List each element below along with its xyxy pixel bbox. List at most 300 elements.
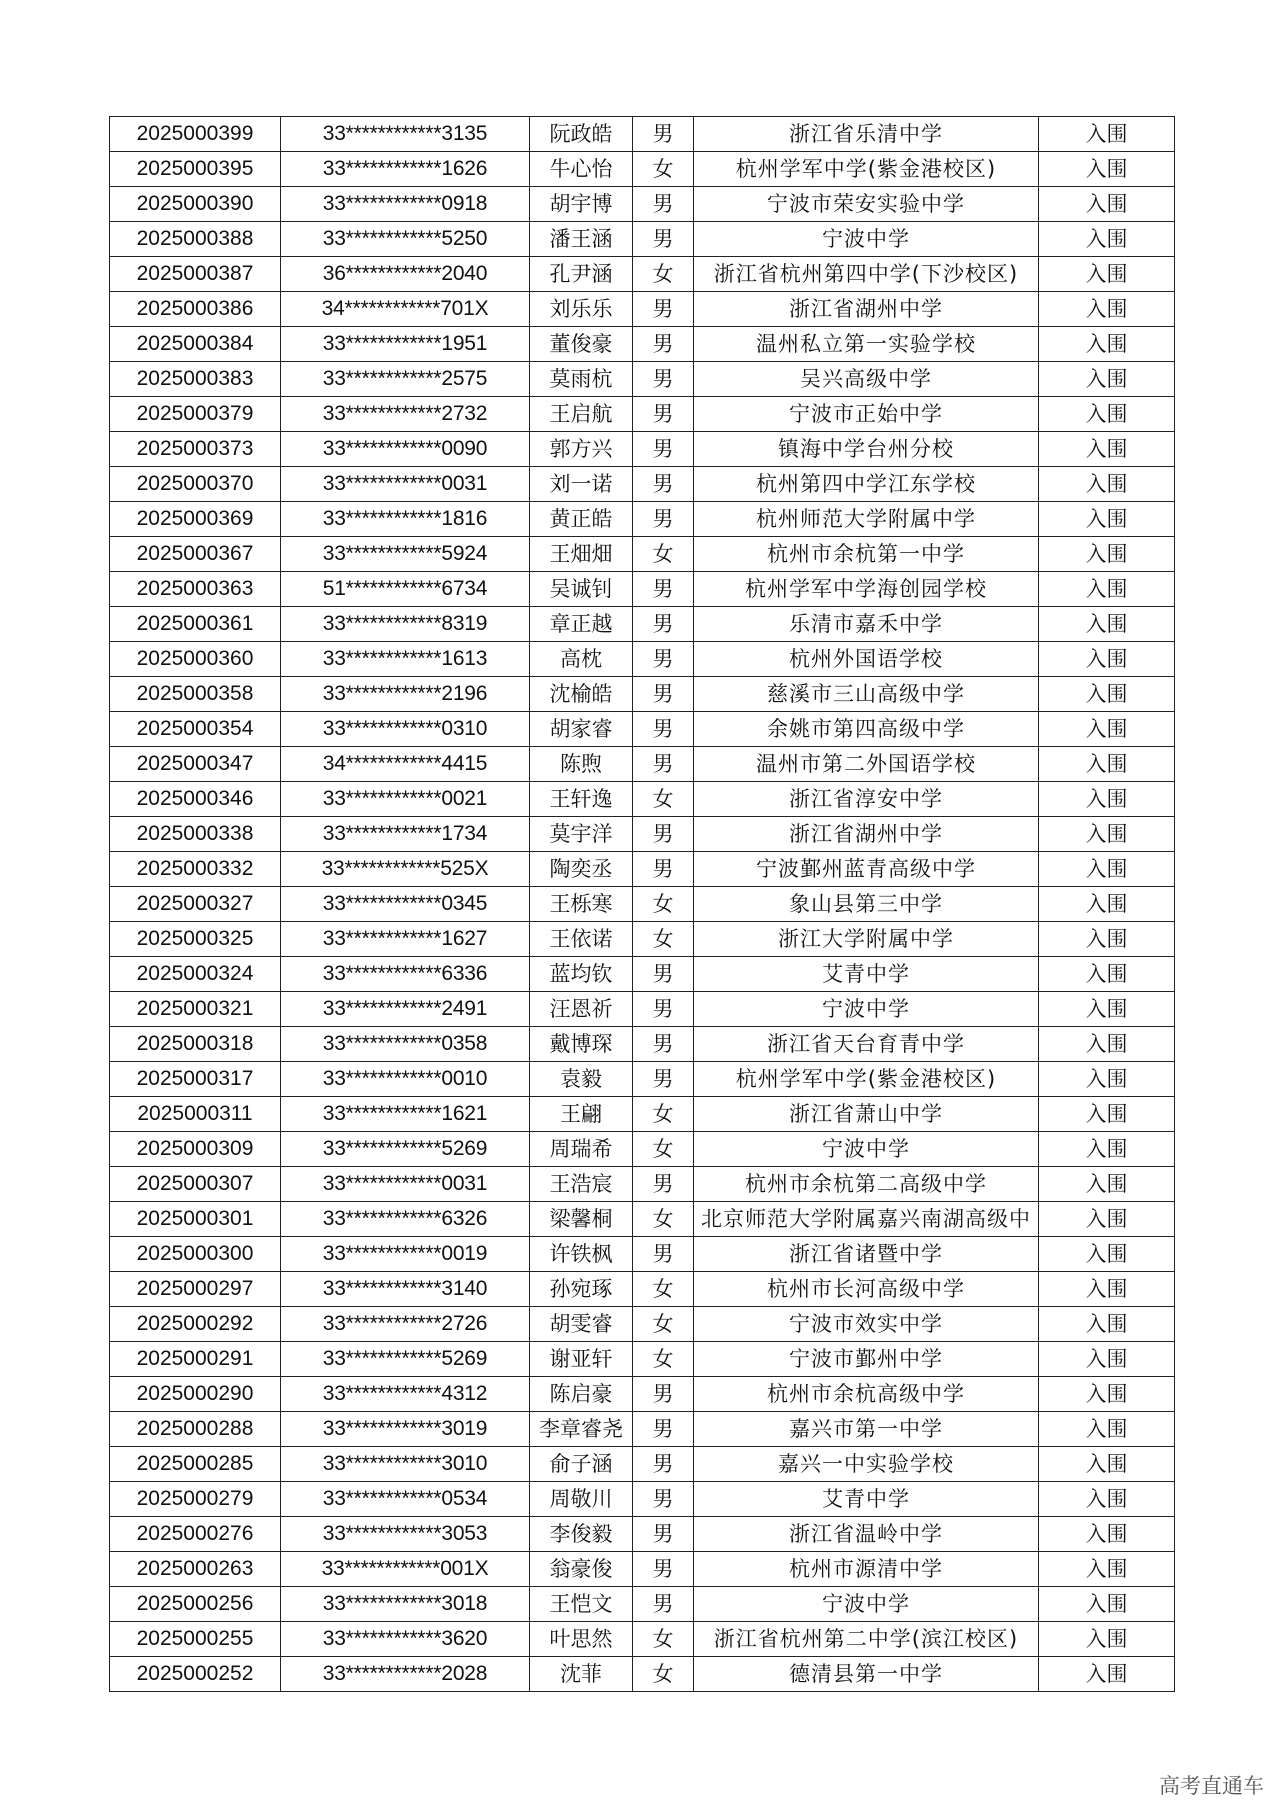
cell-gender: 女 — [633, 922, 694, 957]
cell-name: 吴诚钊 — [530, 572, 633, 607]
table-row — [110, 117, 1175, 152]
cell-school: 宁波市荣安实验中学 — [694, 187, 1039, 222]
cell-name: 胡家睿 — [530, 712, 633, 747]
cell-school: 温州市第二外国语学校 — [694, 747, 1039, 782]
cell-name: 莫宇洋 — [530, 817, 633, 852]
cell-school: 镇海中学台州分校 — [694, 432, 1039, 467]
cell-name: 周瑞希 — [530, 1132, 633, 1167]
table-row — [110, 1167, 1175, 1202]
table-row — [110, 642, 1175, 677]
cell-applicant-id: 2025000324 — [110, 957, 281, 992]
cell-result: 入围 — [1039, 1342, 1175, 1377]
cell-name: 袁毅 — [530, 1062, 633, 1097]
table-row — [110, 397, 1175, 432]
cell-gender: 女 — [633, 782, 694, 817]
cell-result: 入围 — [1039, 677, 1175, 712]
cell-school: 艾青中学 — [694, 1482, 1039, 1517]
cell-name: 王翩 — [530, 1097, 633, 1132]
cell-school: 浙江省天台育青中学 — [694, 1027, 1039, 1062]
cell-applicant-id: 2025000379 — [110, 397, 281, 432]
cell-applicant-id: 2025000386 — [110, 292, 281, 327]
table-row — [110, 152, 1175, 187]
cell-name: 沈榆皓 — [530, 677, 633, 712]
cell-result: 入围 — [1039, 1552, 1175, 1587]
cell-school: 余姚市第四高级中学 — [694, 712, 1039, 747]
cell-school: 杭州第四中学江东学校 — [694, 467, 1039, 502]
table-row — [110, 1272, 1175, 1307]
cell-name: 章正越 — [530, 607, 633, 642]
cell-school: 浙江省杭州第二中学(滨江校区) — [694, 1622, 1039, 1657]
table-row — [110, 1237, 1175, 1272]
cell-id-card: 33************3010 — [281, 1447, 530, 1482]
cell-id-card: 33************3620 — [281, 1622, 530, 1657]
cell-school: 杭州市长河高级中学 — [694, 1272, 1039, 1307]
cell-school: 宁波中学 — [694, 1132, 1039, 1167]
cell-result: 入围 — [1039, 747, 1175, 782]
table-row — [110, 222, 1175, 257]
cell-id-card: 33************6326 — [281, 1202, 530, 1237]
cell-result: 入围 — [1039, 1412, 1175, 1447]
cell-id-card: 33************2028 — [281, 1657, 530, 1692]
cell-result: 入围 — [1039, 257, 1175, 292]
cell-name: 孙宛琢 — [530, 1272, 633, 1307]
cell-name: 王启航 — [530, 397, 633, 432]
cell-name: 俞子涵 — [530, 1447, 633, 1482]
cell-gender: 男 — [633, 1167, 694, 1202]
cell-gender: 男 — [633, 117, 694, 152]
cell-applicant-id: 2025000252 — [110, 1657, 281, 1692]
cell-id-card: 33************5924 — [281, 537, 530, 572]
cell-name: 潘王涵 — [530, 222, 633, 257]
cell-id-card: 33************0031 — [281, 1167, 530, 1202]
table-row — [110, 1657, 1175, 1692]
cell-id-card: 33************3140 — [281, 1272, 530, 1307]
cell-name: 胡雯睿 — [530, 1307, 633, 1342]
table-row — [110, 502, 1175, 537]
cell-school: 嘉兴市第一中学 — [694, 1412, 1039, 1447]
cell-name: 陈启豪 — [530, 1377, 633, 1412]
cell-result: 入围 — [1039, 397, 1175, 432]
cell-name: 王浩宸 — [530, 1167, 633, 1202]
cell-name: 陶奕丞 — [530, 852, 633, 887]
cell-school: 浙江省萧山中学 — [694, 1097, 1039, 1132]
table-row — [110, 922, 1175, 957]
cell-result: 入围 — [1039, 1622, 1175, 1657]
cell-school: 慈溪市三山高级中学 — [694, 677, 1039, 712]
cell-name: 刘一诺 — [530, 467, 633, 502]
cell-gender: 女 — [633, 1307, 694, 1342]
cell-name: 戴博琛 — [530, 1027, 633, 1062]
table-row — [110, 1202, 1175, 1237]
cell-id-card: 33************1626 — [281, 152, 530, 187]
cell-applicant-id: 2025000363 — [110, 572, 281, 607]
cell-school: 北京师范大学附属嘉兴南湖高级中 — [694, 1202, 1039, 1237]
cell-school: 宁波中学 — [694, 222, 1039, 257]
cell-gender: 男 — [633, 187, 694, 222]
cell-id-card: 33************0310 — [281, 712, 530, 747]
cell-id-card: 33************5269 — [281, 1132, 530, 1167]
cell-id-card: 33************2575 — [281, 362, 530, 397]
table-row — [110, 992, 1175, 1027]
cell-name: 梁馨桐 — [530, 1202, 633, 1237]
cell-id-card: 33************5269 — [281, 1342, 530, 1377]
cell-gender: 女 — [633, 1622, 694, 1657]
cell-id-card: 33************001X — [281, 1552, 530, 1587]
cell-name: 沈菲 — [530, 1657, 633, 1692]
cell-name: 叶思然 — [530, 1622, 633, 1657]
table-row — [110, 607, 1175, 642]
cell-applicant-id: 2025000354 — [110, 712, 281, 747]
cell-id-card: 33************6336 — [281, 957, 530, 992]
cell-applicant-id: 2025000255 — [110, 1622, 281, 1657]
cell-name: 汪恩祈 — [530, 992, 633, 1027]
cell-gender: 男 — [633, 1377, 694, 1412]
cell-applicant-id: 2025000395 — [110, 152, 281, 187]
cell-applicant-id: 2025000370 — [110, 467, 281, 502]
cell-school: 杭州市余杭第二高级中学 — [694, 1167, 1039, 1202]
cell-school: 浙江大学附属中学 — [694, 922, 1039, 957]
cell-gender: 男 — [633, 607, 694, 642]
cell-name: 王恺文 — [530, 1587, 633, 1622]
cell-school: 杭州市余杭高级中学 — [694, 1377, 1039, 1412]
cell-school: 宁波市效实中学 — [694, 1307, 1039, 1342]
cell-school: 德清县第一中学 — [694, 1657, 1039, 1692]
cell-name: 牛心怡 — [530, 152, 633, 187]
table-row — [110, 1062, 1175, 1097]
cell-applicant-id: 2025000399 — [110, 117, 281, 152]
cell-result: 入围 — [1039, 887, 1175, 922]
cell-gender: 男 — [633, 747, 694, 782]
cell-result: 入围 — [1039, 817, 1175, 852]
table-row — [110, 782, 1175, 817]
cell-applicant-id: 2025000276 — [110, 1517, 281, 1552]
cell-gender: 男 — [633, 642, 694, 677]
cell-school: 乐清市嘉禾中学 — [694, 607, 1039, 642]
table-row — [110, 292, 1175, 327]
table-row — [110, 327, 1175, 362]
cell-result: 入围 — [1039, 467, 1175, 502]
cell-name: 许铁枫 — [530, 1237, 633, 1272]
cell-result: 入围 — [1039, 1587, 1175, 1622]
cell-gender: 男 — [633, 1027, 694, 1062]
table-row — [110, 1412, 1175, 1447]
cell-id-card: 33************1613 — [281, 642, 530, 677]
cell-applicant-id: 2025000387 — [110, 257, 281, 292]
cell-name: 蓝均钦 — [530, 957, 633, 992]
cell-school: 宁波市正始中学 — [694, 397, 1039, 432]
cell-gender: 男 — [633, 327, 694, 362]
cell-result: 入围 — [1039, 117, 1175, 152]
cell-applicant-id: 2025000309 — [110, 1132, 281, 1167]
cell-applicant-id: 2025000290 — [110, 1377, 281, 1412]
cell-name: 高枕 — [530, 642, 633, 677]
cell-name: 谢亚轩 — [530, 1342, 633, 1377]
cell-gender: 女 — [633, 1342, 694, 1377]
cell-school: 浙江省乐清中学 — [694, 117, 1039, 152]
table-row — [110, 572, 1175, 607]
cell-id-card: 33************525X — [281, 852, 530, 887]
cell-gender: 男 — [633, 817, 694, 852]
cell-result: 入围 — [1039, 327, 1175, 362]
cell-gender: 女 — [633, 887, 694, 922]
cell-applicant-id: 2025000256 — [110, 1587, 281, 1622]
cell-result: 入围 — [1039, 432, 1175, 467]
cell-id-card: 33************1627 — [281, 922, 530, 957]
table-row — [110, 1447, 1175, 1482]
table-row — [110, 1307, 1175, 1342]
cell-name: 周敬川 — [530, 1482, 633, 1517]
cell-id-card: 33************5250 — [281, 222, 530, 257]
table-row — [110, 1097, 1175, 1132]
cell-school: 浙江省杭州第四中学(下沙校区) — [694, 257, 1039, 292]
cell-applicant-id: 2025000373 — [110, 432, 281, 467]
cell-name: 阮政皓 — [530, 117, 633, 152]
cell-gender: 女 — [633, 1657, 694, 1692]
cell-id-card: 33************0021 — [281, 782, 530, 817]
cell-applicant-id: 2025000369 — [110, 502, 281, 537]
cell-gender: 女 — [633, 1132, 694, 1167]
cell-gender: 男 — [633, 712, 694, 747]
cell-applicant-id: 2025000367 — [110, 537, 281, 572]
cell-id-card: 33************2732 — [281, 397, 530, 432]
cell-gender: 男 — [633, 1552, 694, 1587]
table-row — [110, 712, 1175, 747]
cell-gender: 男 — [633, 222, 694, 257]
cell-result: 入围 — [1039, 362, 1175, 397]
cell-result: 入围 — [1039, 992, 1175, 1027]
cell-id-card: 33************3019 — [281, 1412, 530, 1447]
cell-gender: 女 — [633, 1202, 694, 1237]
cell-name: 孔尹涵 — [530, 257, 633, 292]
cell-applicant-id: 2025000390 — [110, 187, 281, 222]
cell-applicant-id: 2025000285 — [110, 1447, 281, 1482]
cell-applicant-id: 2025000307 — [110, 1167, 281, 1202]
table-row — [110, 1622, 1175, 1657]
cell-school: 浙江省诸暨中学 — [694, 1237, 1039, 1272]
cell-gender: 男 — [633, 292, 694, 327]
cell-applicant-id: 2025000327 — [110, 887, 281, 922]
cell-applicant-id: 2025000279 — [110, 1482, 281, 1517]
cell-gender: 男 — [633, 467, 694, 502]
cell-gender: 男 — [633, 397, 694, 432]
cell-school: 象山县第三中学 — [694, 887, 1039, 922]
cell-id-card: 33************2491 — [281, 992, 530, 1027]
cell-gender: 男 — [633, 1517, 694, 1552]
cell-result: 入围 — [1039, 1062, 1175, 1097]
cell-applicant-id: 2025000318 — [110, 1027, 281, 1062]
cell-applicant-id: 2025000361 — [110, 607, 281, 642]
cell-applicant-id: 2025000263 — [110, 1552, 281, 1587]
cell-gender: 男 — [633, 1587, 694, 1622]
cell-applicant-id: 2025000291 — [110, 1342, 281, 1377]
cell-id-card: 33************0358 — [281, 1027, 530, 1062]
cell-gender: 男 — [633, 1412, 694, 1447]
cell-name: 王依诺 — [530, 922, 633, 957]
cell-result: 入围 — [1039, 1167, 1175, 1202]
cell-result: 入围 — [1039, 222, 1175, 257]
table-row — [110, 537, 1175, 572]
cell-name: 李俊毅 — [530, 1517, 633, 1552]
cell-name: 陈煦 — [530, 747, 633, 782]
cell-id-card: 33************2196 — [281, 677, 530, 712]
cell-applicant-id: 2025000360 — [110, 642, 281, 677]
table-row — [110, 362, 1175, 397]
table-row — [110, 1342, 1175, 1377]
cell-result: 入围 — [1039, 852, 1175, 887]
cell-result: 入围 — [1039, 922, 1175, 957]
cell-gender: 女 — [633, 1097, 694, 1132]
cell-school: 浙江省湖州中学 — [694, 817, 1039, 852]
cell-gender: 男 — [633, 677, 694, 712]
cell-name: 董俊豪 — [530, 327, 633, 362]
cell-id-card: 33************0010 — [281, 1062, 530, 1097]
cell-school: 杭州外国语学校 — [694, 642, 1039, 677]
cell-result: 入围 — [1039, 607, 1175, 642]
cell-gender: 女 — [633, 152, 694, 187]
cell-name: 黄正皓 — [530, 502, 633, 537]
cell-gender: 男 — [633, 1062, 694, 1097]
cell-school: 浙江省温岭中学 — [694, 1517, 1039, 1552]
cell-result: 入围 — [1039, 1447, 1175, 1482]
cell-school: 宁波中学 — [694, 1587, 1039, 1622]
table-row — [110, 1027, 1175, 1062]
table-row — [110, 432, 1175, 467]
cell-result: 入围 — [1039, 712, 1175, 747]
cell-gender: 男 — [633, 1237, 694, 1272]
table-row — [110, 1552, 1175, 1587]
cell-result: 入围 — [1039, 292, 1175, 327]
cell-applicant-id: 2025000383 — [110, 362, 281, 397]
cell-school: 宁波鄞州蓝青高级中学 — [694, 852, 1039, 887]
cell-applicant-id: 2025000388 — [110, 222, 281, 257]
table-row — [110, 187, 1175, 222]
cell-result: 入围 — [1039, 1657, 1175, 1692]
cell-result: 入围 — [1039, 1202, 1175, 1237]
cell-applicant-id: 2025000332 — [110, 852, 281, 887]
cell-school: 杭州学军中学(紫金港校区) — [694, 1062, 1039, 1097]
cell-result: 入围 — [1039, 537, 1175, 572]
cell-id-card: 36************2040 — [281, 257, 530, 292]
cell-applicant-id: 2025000288 — [110, 1412, 281, 1447]
cell-school: 浙江省湖州中学 — [694, 292, 1039, 327]
cell-id-card: 51************6734 — [281, 572, 530, 607]
cell-id-card: 33************1734 — [281, 817, 530, 852]
cell-result: 入围 — [1039, 187, 1175, 222]
cell-name: 王轩逸 — [530, 782, 633, 817]
cell-result: 入围 — [1039, 1237, 1175, 1272]
cell-school: 杭州市余杭第一中学 — [694, 537, 1039, 572]
cell-gender: 男 — [633, 1482, 694, 1517]
roster-table-body — [110, 117, 1175, 1692]
cell-school: 杭州市源清中学 — [694, 1552, 1039, 1587]
cell-school: 杭州学军中学海创园学校 — [694, 572, 1039, 607]
cell-id-card: 33************0345 — [281, 887, 530, 922]
cell-gender: 男 — [633, 957, 694, 992]
cell-id-card: 33************1951 — [281, 327, 530, 362]
cell-id-card: 33************3135 — [281, 117, 530, 152]
cell-gender: 男 — [633, 432, 694, 467]
admission-roster-table — [109, 116, 1175, 1692]
cell-gender: 男 — [633, 992, 694, 1027]
table-row — [110, 957, 1175, 992]
roster-sheet — [109, 116, 1168, 1692]
cell-gender: 男 — [633, 362, 694, 397]
cell-id-card: 33************8319 — [281, 607, 530, 642]
cell-result: 入围 — [1039, 152, 1175, 187]
table-row — [110, 257, 1175, 292]
table-row — [110, 817, 1175, 852]
cell-applicant-id: 2025000358 — [110, 677, 281, 712]
cell-gender: 男 — [633, 572, 694, 607]
cell-id-card: 33************0019 — [281, 1237, 530, 1272]
cell-applicant-id: 2025000300 — [110, 1237, 281, 1272]
cell-name: 李章睿尧 — [530, 1412, 633, 1447]
table-row — [110, 887, 1175, 922]
cell-id-card: 34************4415 — [281, 747, 530, 782]
cell-applicant-id: 2025000346 — [110, 782, 281, 817]
cell-applicant-id: 2025000338 — [110, 817, 281, 852]
cell-gender: 女 — [633, 537, 694, 572]
cell-applicant-id: 2025000297 — [110, 1272, 281, 1307]
cell-result: 入围 — [1039, 1097, 1175, 1132]
cell-id-card: 33************1621 — [281, 1097, 530, 1132]
table-row — [110, 1587, 1175, 1622]
cell-result: 入围 — [1039, 1132, 1175, 1167]
cell-gender: 男 — [633, 852, 694, 887]
cell-result: 入围 — [1039, 1307, 1175, 1342]
cell-applicant-id: 2025000347 — [110, 747, 281, 782]
cell-applicant-id: 2025000311 — [110, 1097, 281, 1132]
cell-result: 入围 — [1039, 572, 1175, 607]
cell-applicant-id: 2025000317 — [110, 1062, 281, 1097]
cell-id-card: 33************3018 — [281, 1587, 530, 1622]
table-row — [110, 467, 1175, 502]
cell-result: 入围 — [1039, 502, 1175, 537]
cell-school: 吴兴高级中学 — [694, 362, 1039, 397]
cell-applicant-id: 2025000384 — [110, 327, 281, 362]
cell-result: 入围 — [1039, 957, 1175, 992]
cell-result: 入围 — [1039, 642, 1175, 677]
cell-result: 入围 — [1039, 782, 1175, 817]
cell-gender: 女 — [633, 1272, 694, 1307]
cell-school: 杭州师范大学附属中学 — [694, 502, 1039, 537]
cell-name: 胡宇博 — [530, 187, 633, 222]
table-row — [110, 1517, 1175, 1552]
cell-school: 嘉兴一中实验学校 — [694, 1447, 1039, 1482]
table-row — [110, 1377, 1175, 1412]
cell-school: 宁波市鄞州中学 — [694, 1342, 1039, 1377]
cell-applicant-id: 2025000292 — [110, 1307, 281, 1342]
cell-school: 温州私立第一实验学校 — [694, 327, 1039, 362]
cell-id-card: 33************4312 — [281, 1377, 530, 1412]
cell-school: 艾青中学 — [694, 957, 1039, 992]
cell-result: 入围 — [1039, 1272, 1175, 1307]
cell-id-card: 33************2726 — [281, 1307, 530, 1342]
cell-id-card: 33************0031 — [281, 467, 530, 502]
cell-result: 入围 — [1039, 1517, 1175, 1552]
cell-id-card: 33************0534 — [281, 1482, 530, 1517]
table-row — [110, 1482, 1175, 1517]
cell-gender: 男 — [633, 1447, 694, 1482]
table-row — [110, 852, 1175, 887]
cell-gender: 男 — [633, 502, 694, 537]
cell-id-card: 34************701X — [281, 292, 530, 327]
table-row — [110, 747, 1175, 782]
cell-school: 杭州学军中学(紫金港校区) — [694, 152, 1039, 187]
cell-id-card: 33************3053 — [281, 1517, 530, 1552]
cell-result: 入围 — [1039, 1377, 1175, 1412]
cell-name: 莫雨杭 — [530, 362, 633, 397]
